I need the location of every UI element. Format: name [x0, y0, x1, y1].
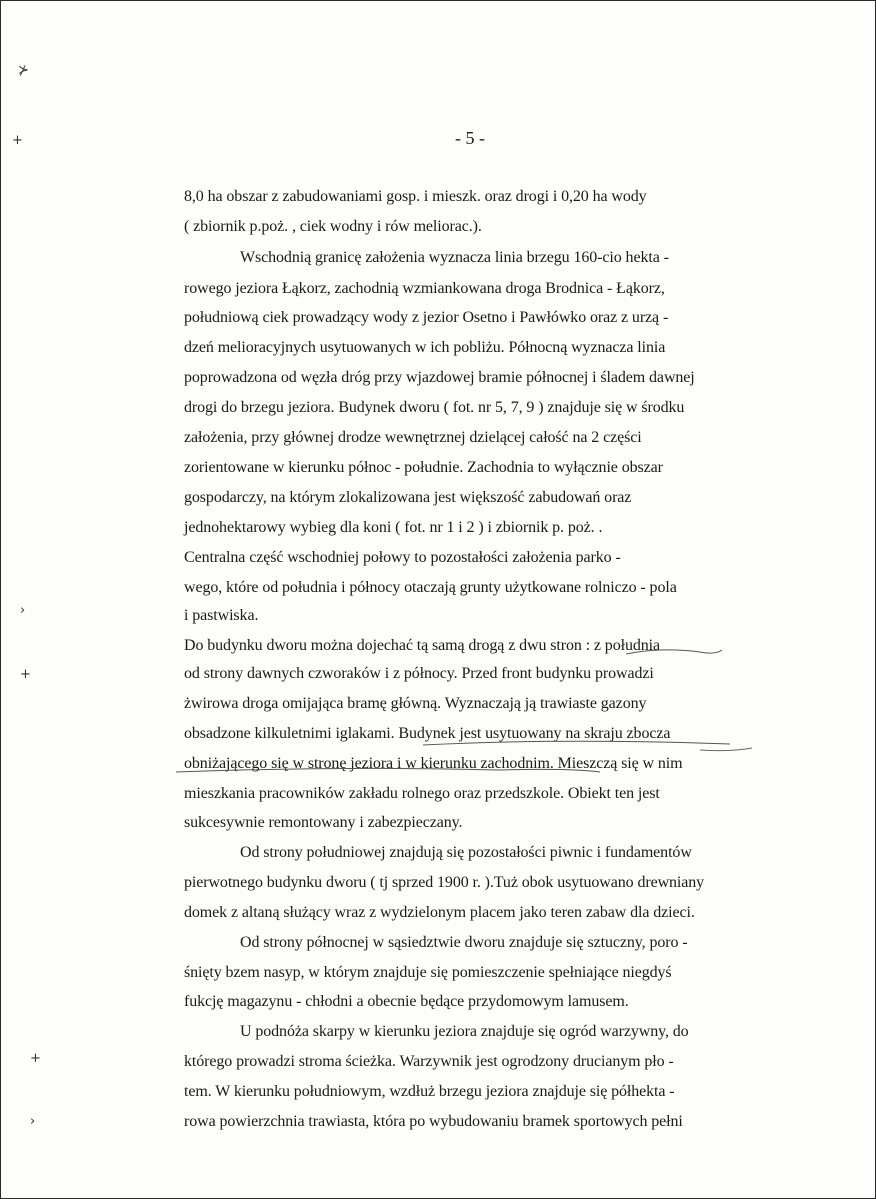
- text-line: jednohektarowy wybieg dla koni ( fot. nr 1 i 2 ) i zbiornik p. poż. .: [184, 519, 603, 536]
- margin-mark: +: [20, 667, 31, 682]
- text-line: od strony dawnych czworaków i z północy. Przed front budynku prowadzi: [184, 665, 654, 682]
- text-line: południową ciek prowadzący wody z jezior Osetno i Pawłówko oraz z urzą -: [184, 309, 669, 326]
- text-line: dzeń melioracyjnych usytuowanych w ich pobliżu. Północną wyznacza linia: [184, 339, 666, 356]
- text-line: żwirowa droga omijająca bramę główną. Wyznaczają ją trawiaste gazony: [184, 695, 647, 712]
- text-line: Wschodnią granicę założenia wyznacza linia brzegu 160-cio hekta -: [240, 249, 669, 266]
- text-line: mieszkania pracowników zakładu rolnego oraz przedszkole. Obiekt ten jest: [184, 785, 660, 802]
- text-line: obsadzone kilkuletnimi iglakami. Budynek jest usytuowany na skraju zbocza: [184, 725, 671, 742]
- text-line: zorientowane w kierunku północ - południe. Zachodnia to wyłącznie obszar: [184, 459, 663, 476]
- text-line: Od strony północnej w sąsiedztwie dworu znajduje się sztuczny, poro -: [240, 934, 688, 951]
- page-number: - 5 -: [455, 128, 485, 148]
- margin-mark: +: [12, 133, 23, 148]
- text-line: rowego jeziora Łąkorz, zachodnią wzmiankowana droga Brodnica - Łąkorz,: [184, 280, 665, 297]
- text-line: Od strony południowej znajdują się pozostałości piwnic i fundamentów: [240, 844, 692, 861]
- text-line: którego prowadzi stroma ścieżka. Warzywnik jest ogrodzony drucianym pło -: [184, 1053, 674, 1070]
- text-line: drogi do brzegu jeziora. Budynek dworu ( fot. nr 5, 7, 9 ) znajduje się w środku: [184, 399, 685, 416]
- margin-mark: ›: [30, 1114, 36, 1129]
- text-line: fukcję magazynu - chłodni a obecnie będące przydomowym lamusem.: [184, 993, 629, 1010]
- text-line: tem. W kierunku południowym, wzdłuż brzegu jeziora znajduje się półhekta -: [184, 1083, 675, 1100]
- text-line: 8,0 ha obszar z zabudowaniami gosp. i mieszk. oraz drogi i 0,20 ha wody: [184, 188, 647, 205]
- margin-mark: ›: [20, 603, 26, 618]
- text-line: sukcesywnie remontowany i zabezpieczany.: [184, 814, 463, 831]
- text-line: domek z altaną służący wraz z wydzielonym placem jako teren zabaw dla dzieci.: [184, 904, 695, 921]
- text-line: Centralna część wschodniej połowy to pozostałości założenia parko -: [184, 549, 621, 566]
- margin-mark: +: [30, 1051, 41, 1066]
- margin-mark: ⊁: [18, 63, 29, 78]
- text-line: ( zbiornik p.poż. , ciek wodny i rów meliorac.).: [184, 218, 482, 235]
- text-line: Do budynku dworu można dojechać tą samą drogą z dwu stron : z południa: [184, 637, 660, 654]
- text-line: wego, które od południa i północy otaczają grunty użytkowane rolniczo - pola: [184, 579, 677, 596]
- text-line: gospodarczy, na którym zlokalizowana jest większość zabudowań oraz: [184, 489, 632, 506]
- text-line: śnięty bzem nasyp, w którym znajduje się pomieszczenie spełniające niegdyś: [184, 964, 672, 981]
- text-line: U podnóża skarpy w kierunku jeziora znajduje się ogród warzywny, do: [240, 1023, 689, 1040]
- text-line: założenia, przy głównej drodze wewnętrznej dzielącej całość na 2 części: [184, 429, 642, 446]
- text-line: poprowadzona od węzła dróg przy wjazdowej bramie północnej i śladem dawnej: [184, 369, 695, 386]
- text-line: rowa powierzchnia trawiasta, która po wybudowaniu bramek sportowych pełni: [184, 1113, 683, 1130]
- text-line: obniżającego się w stronę jeziora i w kierunku zachodnim. Mieszczą się w nim: [184, 755, 683, 772]
- text-line: pierwotnego budynku dworu ( tj sprzed 1900 r. ).Tuż obok usytuowano drewniany: [184, 874, 705, 891]
- text-line: i pastwiska.: [184, 607, 259, 624]
